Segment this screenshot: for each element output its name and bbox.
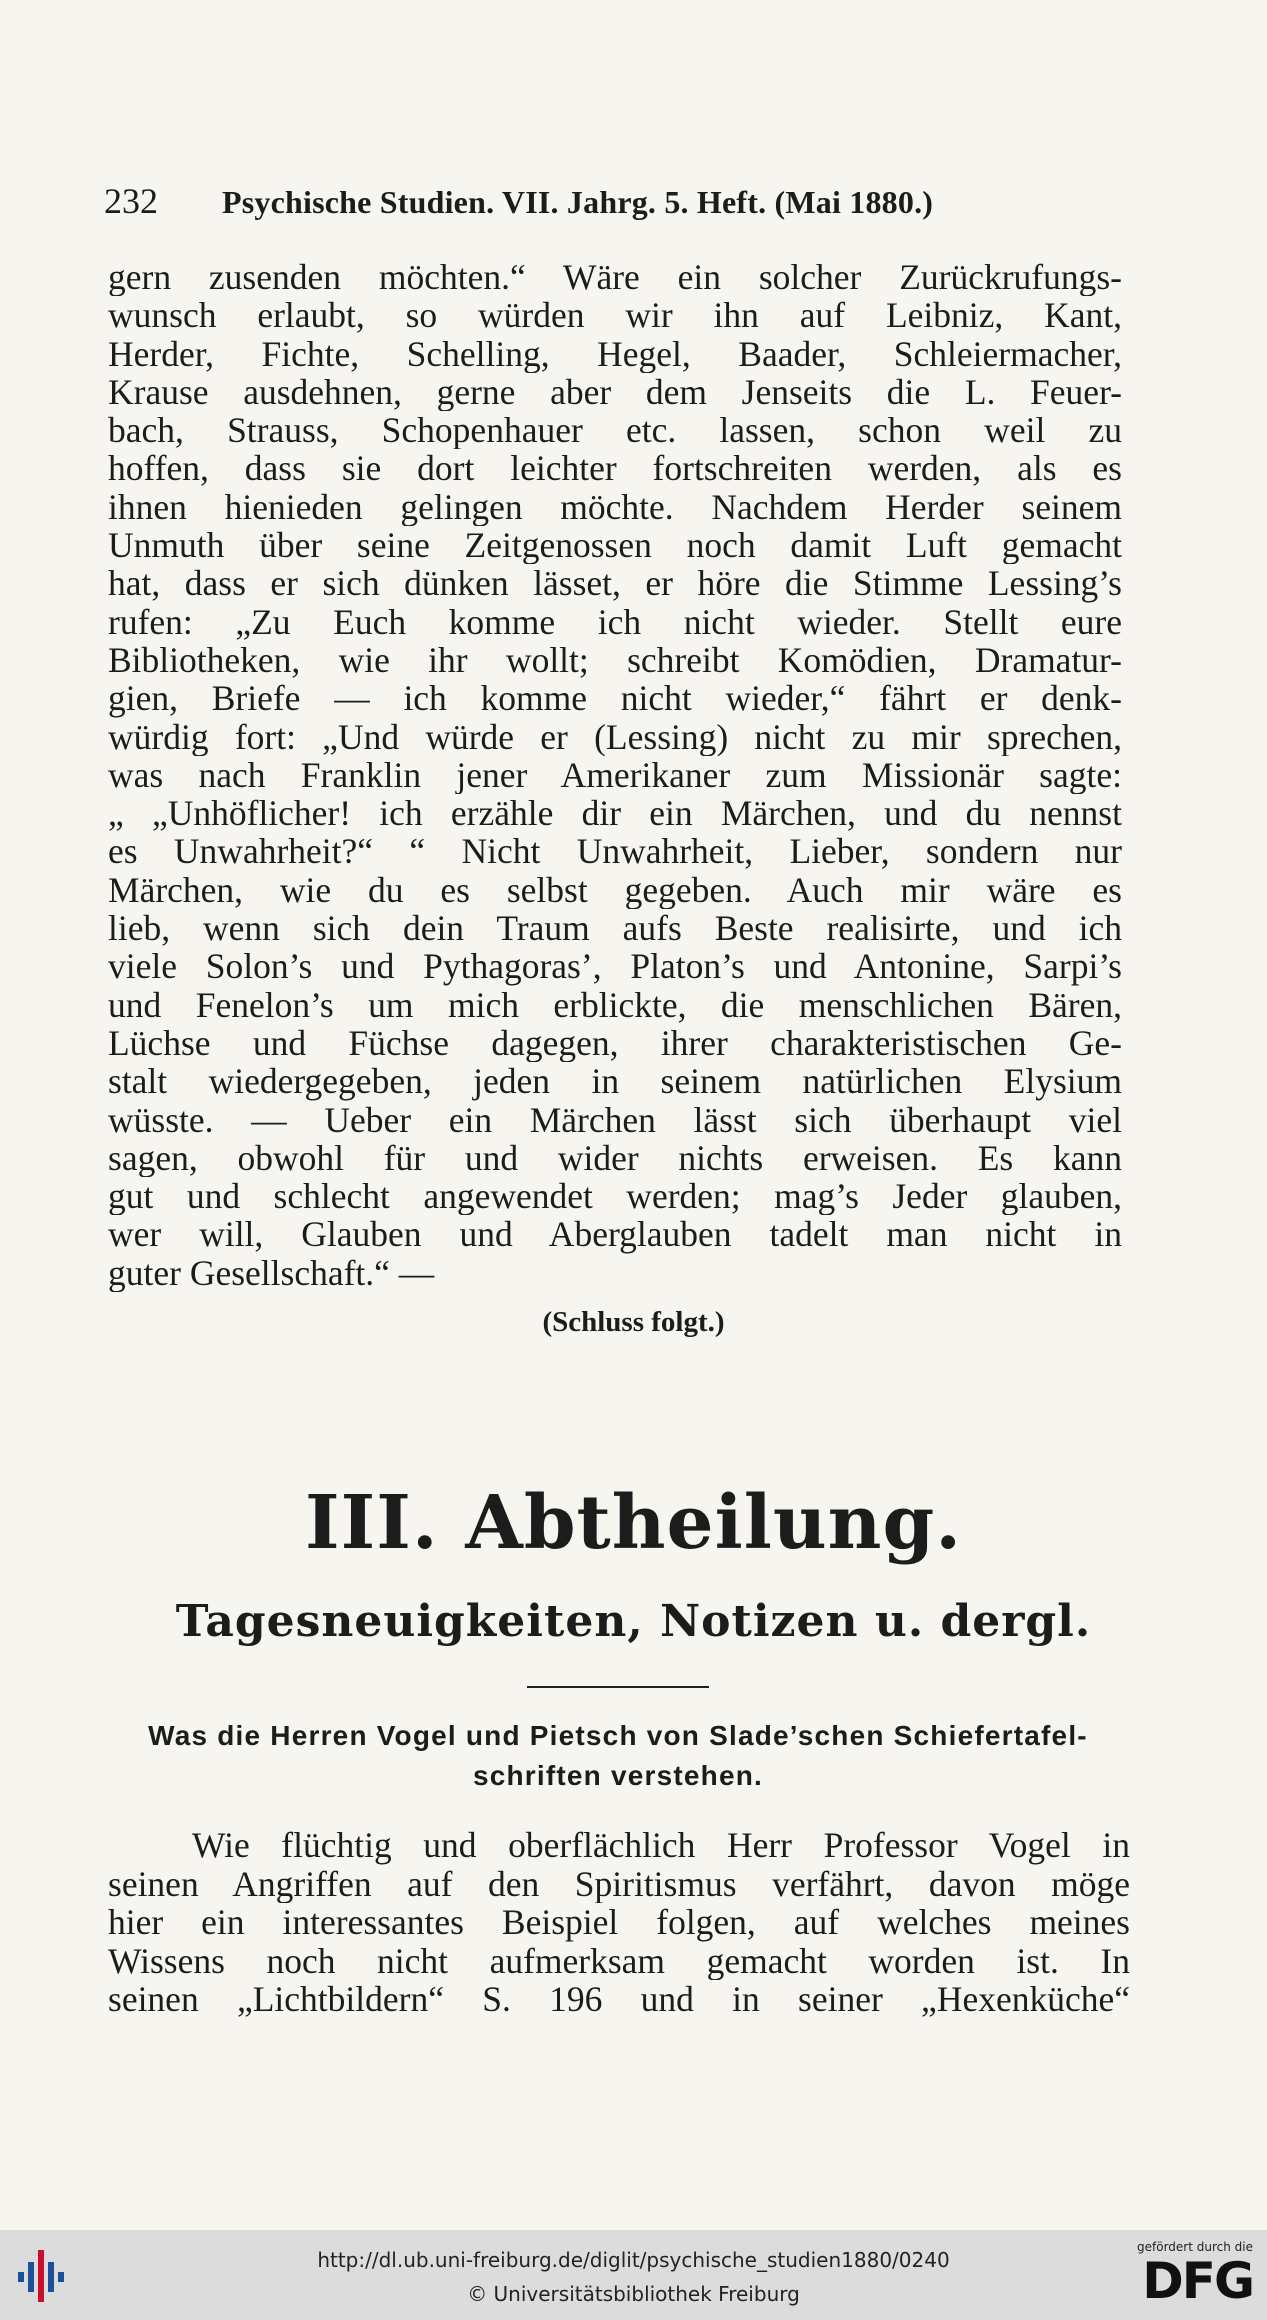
text-line: lieb, wenn sich dein Traum aufs Beste realisirte, und ich bbox=[108, 909, 1122, 948]
text-line: wunsch erlaubt, so würden wir ihn auf Leibniz, Kant, bbox=[108, 296, 1122, 335]
copyright-notice: © Universitätsbibliothek Freiburg bbox=[467, 2282, 800, 2306]
text-line: Krause ausdehnen, gerne aber dem Jenseits die L. Feuer- bbox=[108, 372, 1122, 412]
article-body bbox=[108, 1826, 1130, 2019]
section-title: III. Abtheilung. bbox=[305, 1480, 962, 1566]
dfg-wordmark: DFG bbox=[1142, 2252, 1253, 2310]
text-line: und Fenelon’s um mich erblickte, die menschlichen Bären, bbox=[108, 985, 1122, 1024]
text-line: ihnen hienieden gelingen möchte. Nachdem Herder seinem bbox=[108, 487, 1122, 527]
text-line: Unmuth über seine Zeitgenossen noch damit Luft gemacht bbox=[108, 526, 1122, 565]
divider-rule bbox=[527, 1686, 709, 1688]
text-line: wer will, Glauben und Aberglauben tadelt man nicht in bbox=[108, 1215, 1122, 1254]
text-line: rufen: „Zu Euch komme ich nicht wieder. Stellt eure bbox=[108, 602, 1122, 641]
text-line: würdig fort: „Und würde er (Lessing) nicht zu mir sprechen, bbox=[108, 717, 1122, 756]
text-line: gut und schlecht angewendet werden; mag’s Jeder glauben, bbox=[108, 1177, 1122, 1216]
text-line: „ „Unhöflicher! ich erzähle dir ein Märchen, und du nennst bbox=[108, 794, 1122, 833]
text-line: gern zusenden möchten.“ Wäre ein solcher Zurückrufungs- bbox=[108, 258, 1122, 297]
text-line: sagen, obwohl für und wider nichts erweisen. Es kann bbox=[108, 1138, 1122, 1178]
text-line: guter Gesellschaft.“ — bbox=[108, 1253, 435, 1293]
running-header bbox=[104, 180, 1030, 224]
article-title-line: Was die Herren Vogel und Pietsch von Slade’schen Schiefertafel- bbox=[148, 1720, 1088, 1751]
section-subtitle: Tagesneuigkeiten, Notizen u. dergl. bbox=[175, 1596, 1092, 1647]
text-line: Bibliotheken, wie ihr wollt; schreibt Komödien, Dramatur- bbox=[108, 640, 1122, 680]
text-line: es Unwahrheit?“ “ Nicht Unwahrheit, Lieber, sondern nur bbox=[108, 832, 1122, 871]
article-text-line: hier ein interessantes Beispiel folgen, auf welches meines bbox=[108, 1903, 1130, 1942]
article-text-line: Wie flüchtig und oberflächlich Herr Professor Vogel in bbox=[192, 1826, 1130, 1865]
text-line: was nach Franklin jener Amerikaner zum Missionär sagte: bbox=[108, 755, 1122, 795]
footer-bar bbox=[0, 2230, 1267, 2320]
article-text-line: seinen „Lichtbildern“ S. 196 und in seiner „Hexenküche“ bbox=[108, 1980, 1130, 2019]
page-number: 232 bbox=[104, 181, 158, 221]
text-line: gien, Briefe — ich komme nicht wieder,“ fährt er denk- bbox=[108, 679, 1122, 718]
continued-note: (Schluss folgt.) bbox=[542, 1306, 725, 1338]
dfg-logo bbox=[1113, 2240, 1253, 2314]
permalink-url[interactable]: http://dl.ub.uni-freiburg.de/diglit/psychische_studien1880/0240 bbox=[317, 2248, 950, 2272]
body-text bbox=[108, 258, 1122, 1292]
text-line: viele Solon’s und Pythagoras’, Platon’s und Antonine, Sarpi’s bbox=[108, 947, 1122, 986]
text-line: Herder, Fichte, Schelling, Hegel, Baader, Schleiermacher, bbox=[108, 334, 1122, 373]
article-title bbox=[108, 1716, 1128, 1796]
running-title: Psychische Studien. VII. Jahrg. 5. Heft. (Mai 1880.) bbox=[222, 184, 934, 220]
text-line: wüsste. — Ueber ein Märchen lässt sich überhaupt viel bbox=[108, 1100, 1122, 1139]
text-line: hat, dass er sich dünken lässet, er höre die Stimme Lessing’s bbox=[108, 564, 1122, 603]
text-line: stalt wiedergegeben, jeden in seinem natürlichen Elysium bbox=[108, 1062, 1122, 1101]
article-text-line: seinen Angriffen auf den Spiritismus verfährt, davon möge bbox=[108, 1864, 1130, 1903]
text-line: hoffen, dass sie dort leichter fortschreiten werden, als es bbox=[108, 449, 1122, 488]
article-text-line: Wissens noch nicht aufmerksam gemacht worden ist. In bbox=[108, 1941, 1130, 1980]
article-title-line: schriften verstehen. bbox=[472, 1760, 764, 1791]
funding-note: gefördert durch die bbox=[1137, 2240, 1253, 2254]
text-line: Märchen, wie du es selbst gegeben. Auch mir wäre es bbox=[108, 870, 1122, 910]
text-line: bach, Strauss, Schopenhauer etc. lassen, schon weil zu bbox=[108, 411, 1122, 450]
text-line: Lüchse und Füchse dagegen, ihrer charakteristischen Ge- bbox=[108, 1023, 1122, 1063]
